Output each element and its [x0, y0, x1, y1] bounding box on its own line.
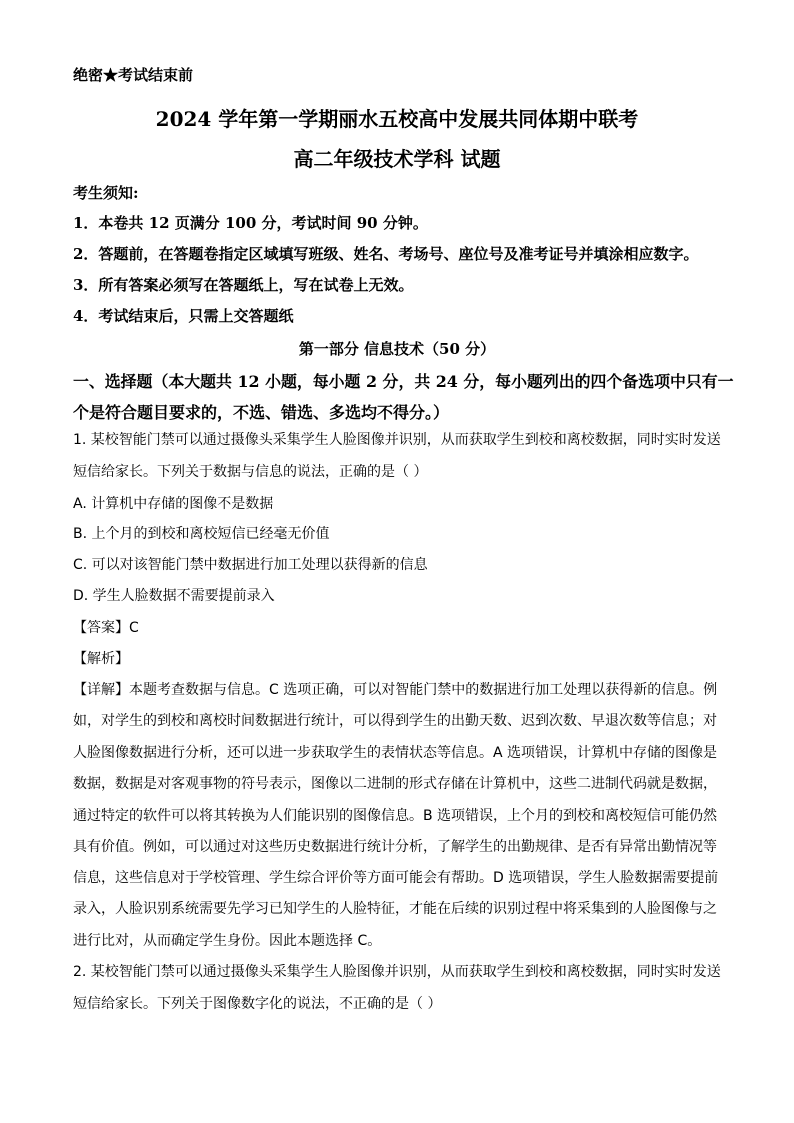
answer-line [73, 617, 139, 637]
notice-heading: 考生须知: [73, 184, 139, 202]
exam-title: 2024 学年第一学期丽水五校高中发展共同体期中联考 [155, 107, 639, 131]
explanation-line: 信息，这些信息对于学校管理、学生综合评价等方面可能会有帮助。D 选项错误，学生人脸数据需要提前 [73, 870, 719, 886]
explanation-line: 【详解】本题考查数据与信息。C 选项正确，可以对智能门禁中的数据进行加工处理以获得新的信息。例 [73, 682, 718, 698]
question-2-stem: 2. 某校智能门禁可以通过摄像头采集学生人脸图像并识别，从而获取学生到校和离校数据，同时实时发送 [73, 964, 721, 980]
option-b: B. 上个月的到校和离校短信已经毫无价值 [73, 526, 330, 542]
analysis-tag: 【解析】 [73, 651, 129, 667]
option-a: A. 计算机中存储的图像不是数据 [73, 496, 274, 512]
answer-value: C [129, 620, 139, 636]
explanation-line: 如，对学生的到校和离校时间数据进行统计，可以得到学生的出勤天数、迟到次数、早退次数等信息；对 [73, 713, 717, 729]
section-instructions-cont: 个是符合题目要求的，不选、错选、多选均不得分。） [73, 403, 450, 422]
part-title: 第一部分 信息技术（50 分） [298, 340, 496, 358]
notice-item: 3．所有答案必须写在答题纸上，写在试卷上无效。 [73, 276, 414, 294]
question-1-stem: 1. 某校智能门禁可以通过摄像头采集学生人脸图像并识别，从而获取学生到校和离校数据，同时实时发送 [73, 432, 721, 448]
explanation-line: 进行比对，从而确定学生身份。因此本题选择 C。 [73, 933, 382, 949]
explanation-line: 数据，数据是对客观事物的符号表示，图像以二进制的形式存储在计算机中，这些二进制代码就是数据， [73, 776, 717, 792]
explanation-line: 人脸图像数据进行分析，还可以进一步获取学生的表情状态等信息。A 选项错误，计算机中存储的图像是 [73, 745, 718, 761]
notice-item: 1．本卷共 12 页满分 100 分，考试时间 90 分钟。 [73, 214, 428, 232]
explanation-line: 具有价值。例如，可以通过对这些历史数据进行统计分析，了解学生的出勤规律、是否有异常出勤情况等 [73, 839, 717, 855]
notice-item: 4．考试结束后，只需上交答题纸 [73, 307, 294, 325]
option-c: C. 可以对该智能门禁中数据进行加工处理以获得新的信息 [73, 557, 428, 573]
option-d: D. 学生人脸数据不需要提前录入 [73, 588, 275, 604]
question-2-stem-cont: 短信给家长。下列关于图像数字化的说法，不正确的是（ ） [73, 996, 442, 1012]
confidential-label: 绝密★考试结束前 [73, 66, 194, 84]
explanation-line: 通过特定的软件可以将其转换为人们能识别的图像信息。B 选项错误，上个月的到校和离校短信可能仍然 [73, 808, 718, 824]
question-1-stem-cont: 短信给家长。下列关于数据与信息的说法，正确的是（ ） [73, 464, 428, 480]
exam-subtitle: 高二年级技术学科 试题 [293, 147, 501, 171]
explanation-line: 录入，人脸识别系统需要先学习已知学生的人脸特征，才能在后续的识别过程中将采集到的人脸图像与之 [73, 901, 717, 917]
notice-item: 2．答题前，在答题卷指定区域填写班级、姓名、考场号、座位号及准考证号并填涂相应数字。 [73, 245, 699, 263]
section-instructions: 一、选择题（本大题共 12 小题，每小题 2 分，共 24 分，每小题列出的四个备选项中只有一 [73, 372, 734, 391]
answer-tag: 【答案】 [73, 620, 129, 636]
